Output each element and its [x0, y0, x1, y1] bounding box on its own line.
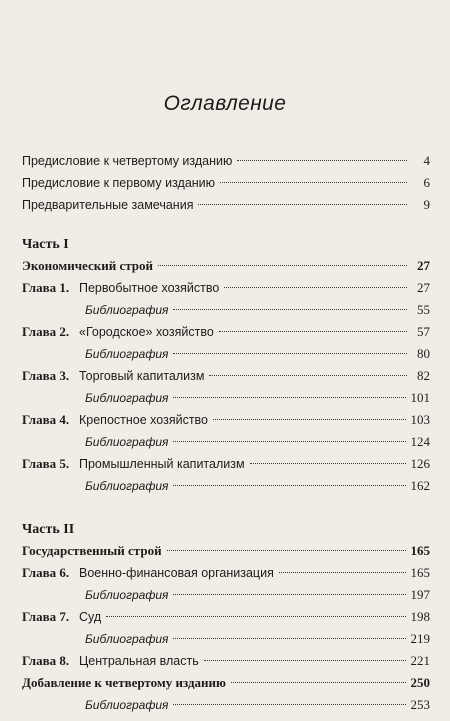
entry-page: 219: [410, 631, 430, 646]
toc-entry-chapter-4[interactable]: [22, 409, 430, 431]
toc-entry-remarks[interactable]: [22, 194, 430, 216]
entry-page: 221: [410, 653, 430, 668]
entry-label: Предисловие к первому изданию: [22, 176, 216, 190]
entry-page: 198: [410, 609, 430, 624]
bibliography-label: Библиография: [85, 698, 169, 712]
leader-dots: [198, 204, 407, 205]
bibliography-label: Библиография: [85, 303, 169, 317]
leader-dots: [173, 485, 405, 486]
chapter-title: Торговый капитализм: [79, 369, 205, 383]
chapter-number: Глава 6.: [22, 565, 70, 580]
toc-entry-chapter-3[interactable]: [22, 365, 430, 387]
toc-entry-chapter-5[interactable]: [22, 453, 430, 475]
entry-page: 80: [417, 346, 430, 361]
entry-page: 124: [410, 434, 430, 449]
toc-entry-chapter-1[interactable]: [22, 277, 430, 299]
leader-dots: [231, 682, 406, 683]
entry-page: 165: [410, 565, 430, 580]
leader-dots: [250, 463, 406, 464]
chapter-title: Центральная власть: [79, 654, 199, 668]
leader-dots: [167, 550, 406, 551]
toc-entry-bibliography[interactable]: [22, 694, 430, 716]
bibliography-label: Библиография: [85, 347, 169, 361]
entry-page: 162: [410, 478, 430, 493]
leader-dots: [173, 309, 407, 310]
toc-entry-preface-1[interactable]: [22, 172, 430, 194]
toc-entry-addendum[interactable]: [22, 672, 430, 694]
part-title: Экономический строй: [22, 258, 154, 273]
bibliography-label: Библиография: [85, 435, 169, 449]
entry-page: 4: [423, 153, 430, 168]
entry-page: 250: [410, 675, 430, 690]
leader-dots: [204, 660, 406, 661]
entry-page: 197: [410, 587, 430, 602]
toc-entry-bibliography[interactable]: [22, 343, 430, 365]
chapter-number: Глава 5.: [22, 456, 70, 471]
leader-dots: [173, 441, 405, 442]
entry-page: 57: [417, 324, 430, 339]
entry-page: 6: [423, 175, 430, 190]
toc-title: Оглавление: [163, 92, 287, 115]
leader-dots: [173, 594, 405, 595]
toc-entry-chapter-8[interactable]: [22, 650, 430, 672]
toc-entry-bibliography[interactable]: [22, 584, 430, 606]
leader-dots: [220, 182, 407, 183]
leader-dots: [173, 397, 405, 398]
leader-dots: [224, 287, 407, 288]
part-title: Государственный строй: [22, 543, 162, 558]
chapter-number: Глава 4.: [22, 412, 70, 427]
entry-page: 101: [410, 390, 430, 405]
table-of-contents: [22, 150, 430, 716]
entry-page: 165: [410, 543, 430, 558]
leader-dots: [237, 160, 407, 161]
leader-dots: [279, 572, 406, 573]
toc-entry-bibliography[interactable]: [22, 387, 430, 409]
entry-page: 9: [423, 197, 430, 212]
leader-dots: [209, 375, 407, 376]
toc-entry-bibliography[interactable]: [22, 475, 430, 497]
toc-entry-chapter-7[interactable]: [22, 606, 430, 628]
leader-dots: [173, 353, 407, 354]
bibliography-label: Библиография: [85, 479, 169, 493]
leader-dots: [173, 638, 405, 639]
toc-entry-bibliography[interactable]: [22, 431, 430, 453]
chapter-title: Суд: [79, 610, 102, 624]
toc-entry-preface-4[interactable]: [22, 150, 430, 172]
toc-entry-part-2[interactable]: [22, 540, 430, 562]
entry-label: Предварительные замечания: [22, 198, 194, 212]
entry-page: 55: [417, 302, 430, 317]
entry-page: 27: [417, 280, 430, 295]
leader-dots: [158, 265, 407, 266]
entry-page: 253: [410, 697, 430, 712]
part-1-heading: Часть I: [22, 237, 69, 252]
chapter-number: Глава 8.: [22, 653, 70, 668]
toc-entry-chapter-2[interactable]: [22, 321, 430, 343]
leader-dots: [106, 616, 405, 617]
entry-page: 126: [410, 456, 430, 471]
chapter-number: Глава 2.: [22, 324, 70, 339]
bibliography-label: Библиография: [85, 588, 169, 602]
toc-entry-bibliography[interactable]: [22, 299, 430, 321]
entry-page: 27: [417, 258, 430, 273]
toc-entry-part-1[interactable]: [22, 255, 430, 277]
entry-label: Предисловие к четвертому изданию: [22, 154, 233, 168]
chapter-title: Промышленный капитализм: [79, 457, 245, 471]
toc-entry-bibliography[interactable]: [22, 628, 430, 650]
entry-page: 82: [417, 368, 430, 383]
chapter-title: Крепостное хозяйство: [79, 413, 208, 427]
chapter-number: Глава 7.: [22, 609, 70, 624]
part-2-heading: Часть II: [22, 522, 75, 537]
entry-page: 103: [410, 412, 430, 427]
chapter-title: Первобытное хозяйство: [79, 281, 220, 295]
chapter-title: «Городское» хозяйство: [79, 325, 214, 339]
bibliography-label: Библиография: [85, 632, 169, 646]
chapter-number: Глава 3.: [22, 368, 70, 383]
addendum-title: Добавление к четвертому изданию: [22, 675, 226, 690]
leader-dots: [173, 704, 405, 705]
chapter-title: Военно-финансовая организация: [79, 566, 274, 580]
leader-dots: [219, 331, 407, 332]
toc-entry-chapter-6[interactable]: [22, 562, 430, 584]
leader-dots: [213, 419, 406, 420]
bibliography-label: Библиография: [85, 391, 169, 405]
chapter-number: Глава 1.: [22, 280, 70, 295]
